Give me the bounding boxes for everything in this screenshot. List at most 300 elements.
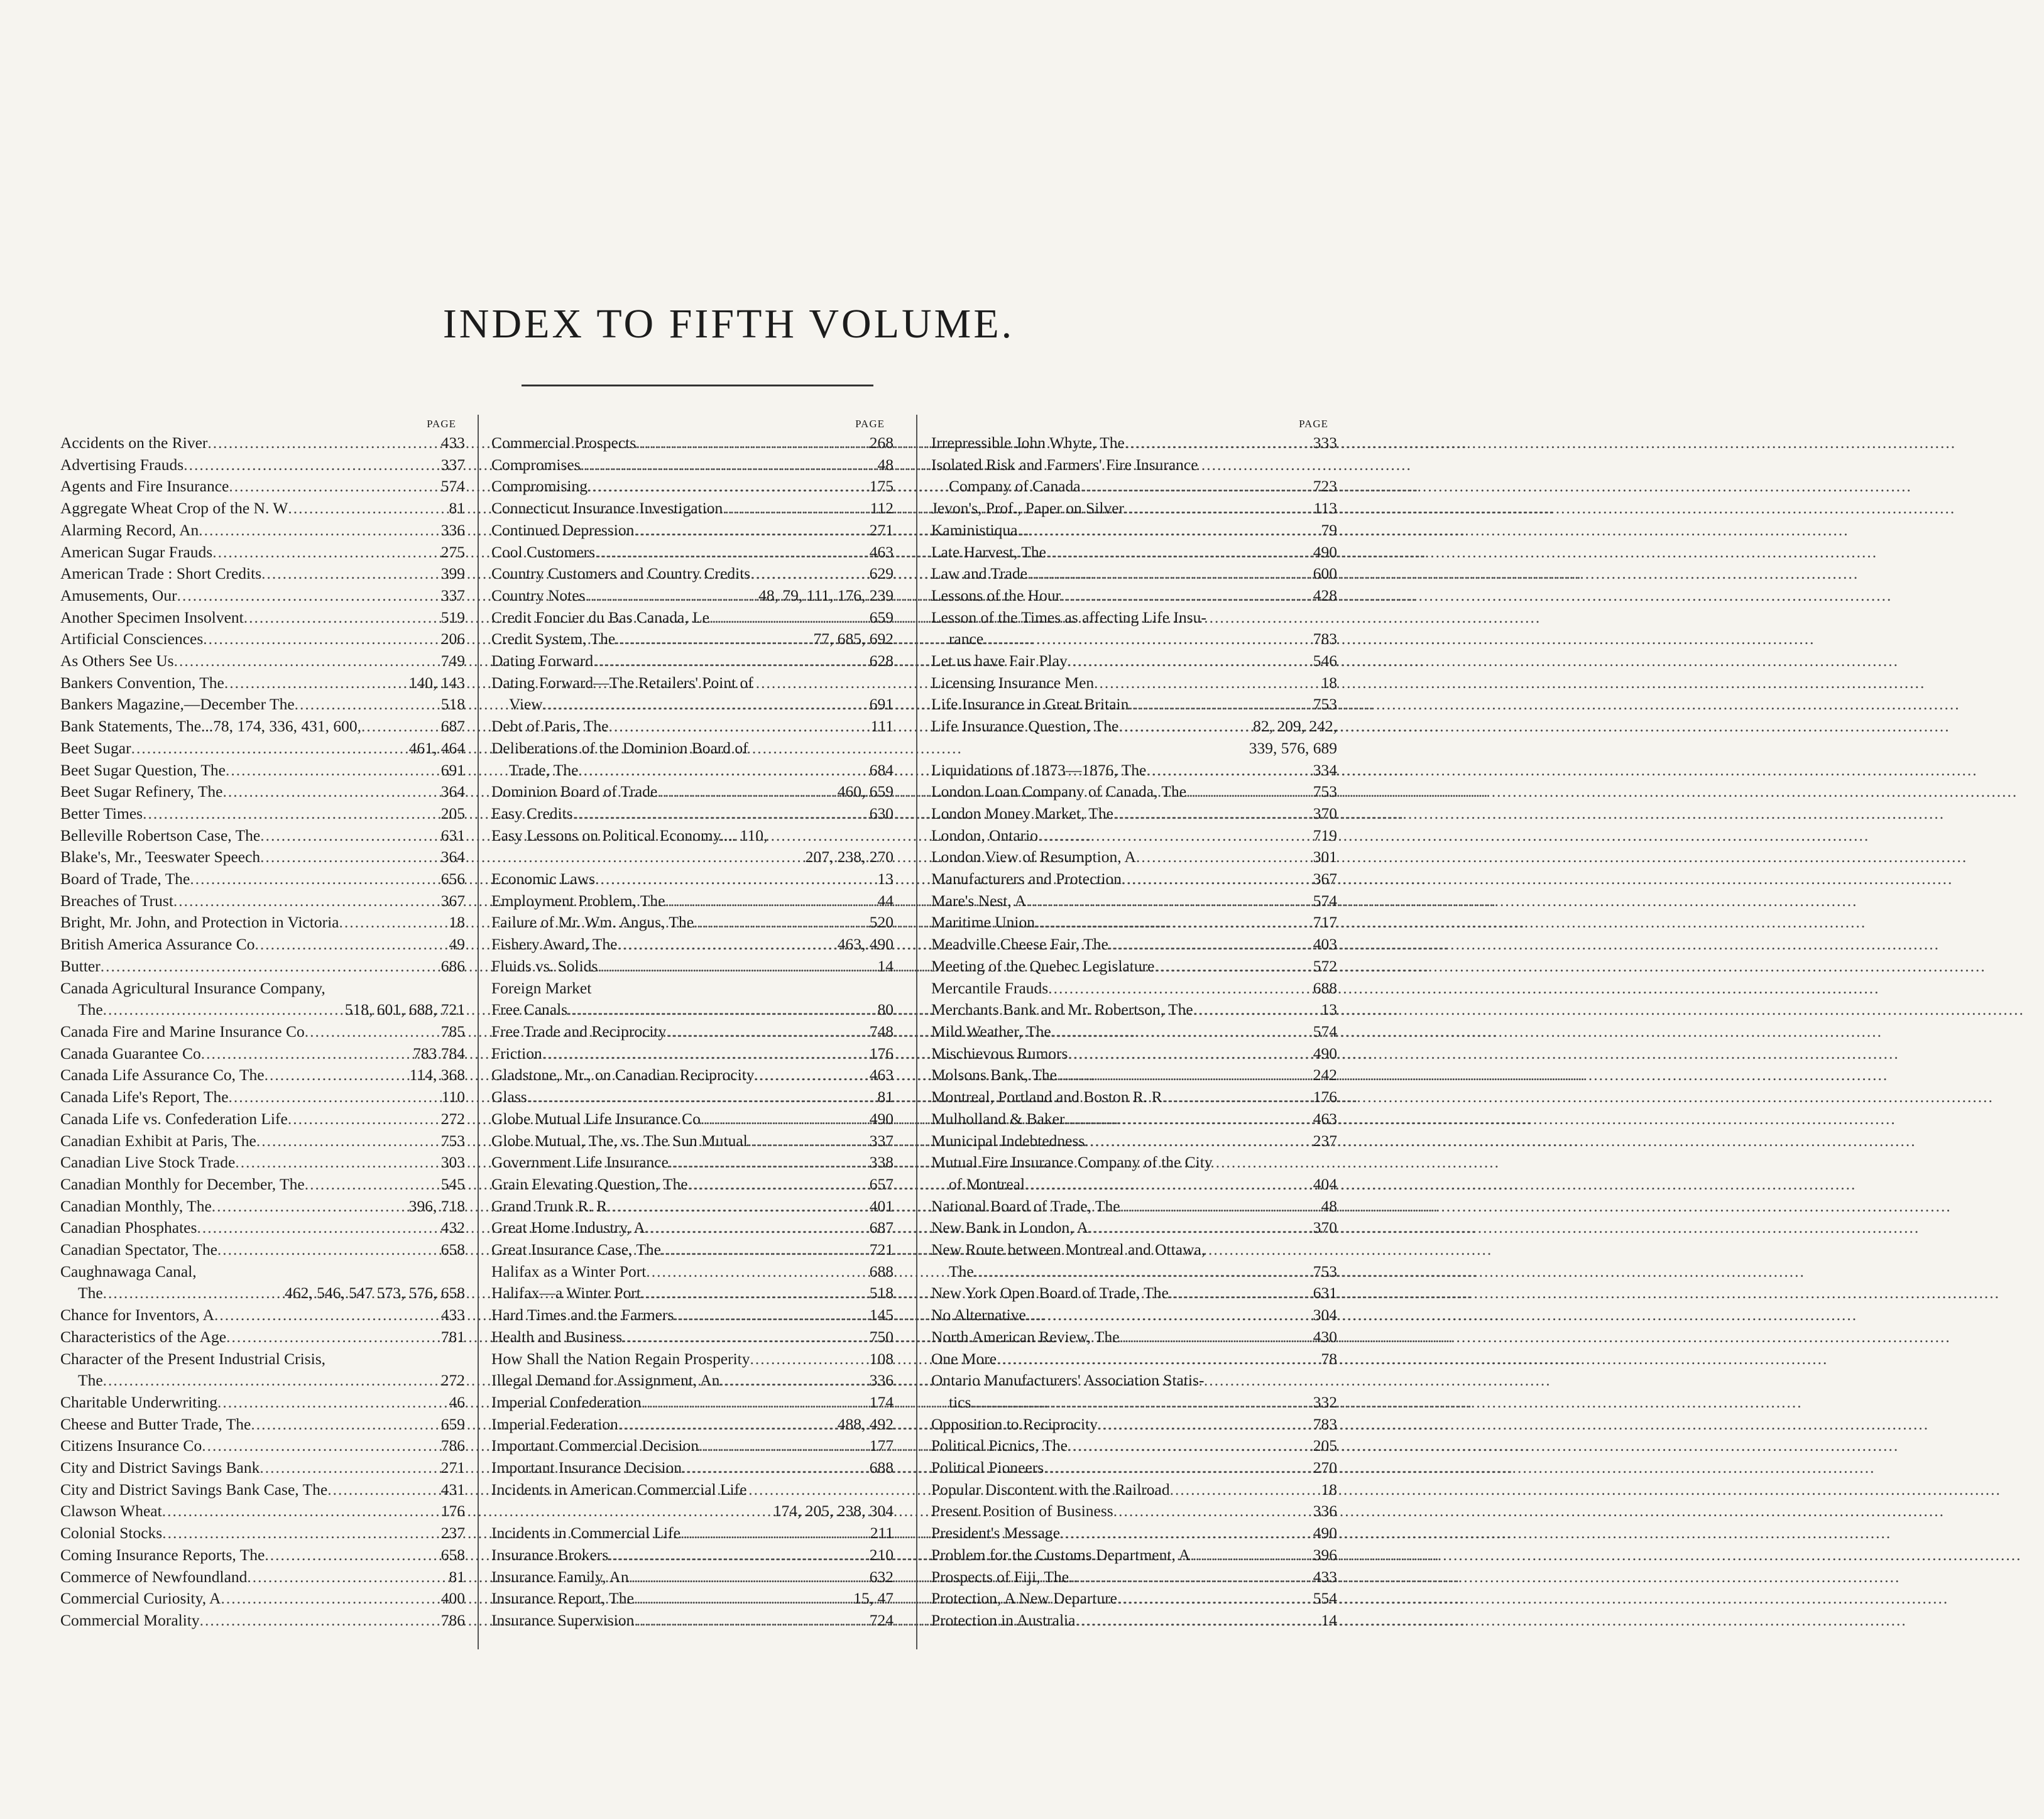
index-entry xyxy=(931,1174,1337,1196)
index-entry xyxy=(60,781,465,803)
entry-pages: 658 xyxy=(440,1240,465,1259)
entry-title: Coming Insurance Reports, The xyxy=(60,1545,265,1564)
entry-pages: 145 xyxy=(869,1306,894,1325)
dot-leader xyxy=(1125,432,1311,454)
dot-leader xyxy=(256,1130,439,1152)
entry-title: View xyxy=(509,695,543,714)
dot-leader xyxy=(642,1392,867,1414)
page-header: PAGE xyxy=(427,418,456,430)
index-entry xyxy=(60,890,465,912)
entry-pages: 337 xyxy=(440,586,465,604)
entry-title: Glass xyxy=(491,1088,527,1106)
entry-title: The xyxy=(949,1262,974,1281)
dot-leader xyxy=(641,1282,867,1304)
dot-leader xyxy=(339,912,447,934)
entry-title: Fluids vs. Solids xyxy=(491,956,598,975)
index-entry xyxy=(931,1457,1337,1479)
index-column-2 xyxy=(491,416,894,1632)
entry-pages: 659 xyxy=(440,1414,465,1433)
index-entry xyxy=(60,1392,465,1414)
entry-title: Canada Life Assurance Co, The xyxy=(60,1066,265,1084)
dot-leader xyxy=(1026,1304,1311,1326)
entry-title: Chance for Inventors, A xyxy=(60,1306,215,1325)
entry-title: Trade, The xyxy=(509,760,579,779)
entry-title: rance xyxy=(949,630,984,648)
entry-title: London Money Market, The xyxy=(931,804,1113,822)
entry-title: Political Pioneers xyxy=(931,1458,1044,1477)
index-entry xyxy=(931,607,1337,629)
dot-leader xyxy=(143,803,439,825)
dot-leader xyxy=(260,1457,438,1479)
entry-title: Beet Sugar Refinery, The xyxy=(60,782,223,801)
dot-leader xyxy=(573,803,867,825)
entry-pages: 272 xyxy=(440,1109,465,1128)
entry-title: Clawson Wheat xyxy=(60,1502,162,1521)
entry-pages: 79 xyxy=(1321,520,1337,539)
entry-pages: 81 xyxy=(877,1088,894,1106)
index-entry xyxy=(491,1479,894,1501)
entry-pages: 724 xyxy=(869,1610,894,1629)
entry-pages: 786 xyxy=(440,1436,465,1455)
entry-pages: 401 xyxy=(869,1196,894,1215)
entry-pages: 574 xyxy=(1313,891,1337,910)
dot-leader xyxy=(103,1370,439,1392)
entry-pages: 631 xyxy=(1313,1284,1337,1303)
entry-title: Canada Agricultural Insurance Company, xyxy=(60,978,325,997)
entry-title: Advertising Frauds xyxy=(60,455,184,474)
entry-pages: 433 xyxy=(440,1306,465,1325)
index-entry xyxy=(491,1174,894,1196)
index-entry xyxy=(931,1196,1337,1218)
entry-title: New York Open Board of Trade, The xyxy=(931,1284,1169,1303)
entry-title: Canadian Phosphates xyxy=(60,1218,197,1237)
entry-title: Amusements, Our xyxy=(60,586,177,604)
entry-pages: 488, 492 xyxy=(837,1414,894,1433)
index-entry xyxy=(931,781,1337,803)
index-entry xyxy=(931,999,1337,1021)
index-entry xyxy=(60,1043,465,1065)
entry-title: Kaministiqua xyxy=(931,520,1018,539)
index-entry xyxy=(60,1348,465,1370)
index-entry xyxy=(60,934,465,956)
index-entry xyxy=(491,1457,894,1479)
entry-pages: 400 xyxy=(440,1589,465,1608)
index-entry xyxy=(491,476,894,498)
dot-leader xyxy=(579,760,867,782)
entry-title: Life Insurance in Great Britain xyxy=(931,695,1129,714)
index-entry xyxy=(931,1392,1337,1414)
entry-title: Incidents in American Commercial Life xyxy=(491,1480,747,1499)
entry-title: Accidents on the River xyxy=(60,434,208,452)
index-column-1 xyxy=(60,416,465,1632)
dot-leader xyxy=(1075,1610,1318,1632)
entry-title: Imperial Federation xyxy=(491,1414,618,1433)
entry-title: Citizens Insurance Co xyxy=(60,1436,202,1455)
entry-pages: 336 xyxy=(869,1371,894,1390)
dot-leader xyxy=(1068,1435,1311,1457)
entry-pages: 112 xyxy=(870,499,894,518)
index-entry xyxy=(60,1522,465,1544)
entry-title: Law and Trade xyxy=(931,564,1027,583)
entry-pages: 463, 490 xyxy=(837,935,894,954)
entry-pages: 210 xyxy=(869,1545,894,1564)
dot-leader xyxy=(190,868,438,890)
dot-leader xyxy=(974,1261,1311,1283)
index-entry xyxy=(931,803,1337,825)
dot-leader xyxy=(983,628,1311,650)
entry-pages: 721 xyxy=(869,1240,894,1259)
entry-pages: 242 xyxy=(1313,1066,1337,1084)
entry-title: Mischievous Rumors xyxy=(931,1044,1068,1062)
index-entry xyxy=(60,1282,465,1304)
dot-leader xyxy=(1108,934,1311,956)
index-entry xyxy=(491,890,894,912)
entry-title: Better Times xyxy=(60,804,143,822)
dot-leader xyxy=(212,1196,407,1218)
index-entry xyxy=(60,1566,465,1588)
dot-leader xyxy=(1120,1196,1319,1218)
entry-pages: 518 xyxy=(869,1284,894,1303)
index-entry xyxy=(60,1130,465,1152)
index-entry xyxy=(931,978,1337,1000)
entry-title: As Others See Us xyxy=(60,652,174,670)
index-entry xyxy=(60,432,465,454)
dot-leader xyxy=(1124,498,1311,520)
dot-leader xyxy=(543,694,867,716)
entry-pages: 750 xyxy=(869,1327,894,1346)
entry-pages: 463 xyxy=(1313,1109,1337,1128)
dot-leader xyxy=(1154,956,1310,978)
index-entry xyxy=(931,1370,1337,1392)
entry-title: The xyxy=(78,1284,103,1303)
dot-leader xyxy=(261,563,439,585)
entry-title: The xyxy=(78,1371,103,1390)
entry-pages: 490 xyxy=(1313,1524,1337,1543)
entry-title: Cool Customers xyxy=(491,542,596,561)
dot-leader xyxy=(202,1435,439,1457)
entry-title: Maritime Union xyxy=(931,913,1036,932)
index-entry xyxy=(491,1588,894,1610)
dot-leader xyxy=(1117,1588,1311,1610)
dot-leader xyxy=(1118,716,1250,738)
entry-title: Let us have Fair Play xyxy=(931,652,1068,670)
index-entry xyxy=(60,1479,465,1501)
entry-title: Important Insurance Decision xyxy=(491,1458,682,1477)
entry-title: National Board of Trade, The xyxy=(931,1196,1120,1215)
entry-pages: 691 xyxy=(869,695,894,714)
entry-title: Health and Business xyxy=(491,1327,623,1346)
index-entry xyxy=(491,934,894,956)
dot-leader xyxy=(585,585,756,607)
index-entry xyxy=(491,1282,894,1304)
entry-title: Protection, A New Departure xyxy=(931,1589,1118,1608)
dot-leader xyxy=(1081,476,1311,498)
dot-leader xyxy=(214,1304,439,1326)
entry-title: Easy Credits xyxy=(491,804,573,822)
index-entry xyxy=(491,1304,894,1326)
entry-pages: 367 xyxy=(440,891,465,910)
dot-leader xyxy=(634,1610,866,1632)
entry-pages: 272 xyxy=(440,1371,465,1390)
dot-leader xyxy=(674,1304,866,1326)
entry-pages: 304 xyxy=(1313,1306,1337,1325)
dot-leader xyxy=(1025,1174,1311,1196)
index-entry xyxy=(931,1414,1337,1436)
entry-title: Popular Discontent with the Railroad xyxy=(931,1480,1170,1499)
entry-pages: 271 xyxy=(869,520,894,539)
dot-leader xyxy=(1169,1282,1311,1304)
index-entry xyxy=(491,585,894,607)
entry-pages: 658 xyxy=(440,1545,465,1564)
index-entry xyxy=(931,760,1337,782)
entry-pages: 336 xyxy=(440,520,465,539)
dot-leader xyxy=(162,1500,439,1522)
entry-pages: 403 xyxy=(1313,935,1337,954)
dot-leader xyxy=(1069,1566,1311,1588)
index-entry xyxy=(491,803,894,825)
index-entry xyxy=(60,1588,465,1610)
index-entry xyxy=(931,563,1337,585)
entry-pages: 632 xyxy=(869,1567,894,1586)
entry-pages: 629 xyxy=(869,564,894,583)
dot-leader xyxy=(1061,585,1311,607)
index-entry xyxy=(60,476,465,498)
entry-title: Connecticut Insurance Investigation xyxy=(491,499,723,518)
dot-leader xyxy=(595,542,867,564)
dot-leader xyxy=(1068,650,1311,672)
entry-title: Belleville Robertson Case, The xyxy=(60,826,261,844)
dot-leader xyxy=(609,716,868,738)
entry-pages: 301 xyxy=(1313,848,1337,866)
index-entry xyxy=(60,846,465,868)
entry-title: Meeting of the Quebec Legislature xyxy=(931,956,1155,975)
dot-leader xyxy=(305,1174,439,1196)
entry-pages: 81 xyxy=(449,499,465,518)
dot-leader xyxy=(265,1544,438,1566)
index-entry xyxy=(491,542,894,564)
entry-pages: 337 xyxy=(440,455,465,474)
entry-pages: 364 xyxy=(440,782,465,801)
entry-pages: 370 xyxy=(1313,804,1337,822)
entry-pages: 367 xyxy=(1313,870,1337,888)
index-entry xyxy=(491,912,894,934)
entry-title: Imperial Confederation xyxy=(491,1392,642,1411)
entry-title: Opposition to Reciprocity xyxy=(931,1414,1098,1433)
entry-title: Breaches of Trust xyxy=(60,891,173,910)
title-rule xyxy=(522,385,873,386)
dot-leader xyxy=(666,1021,866,1043)
entry-title: Important Commercial Decision xyxy=(491,1436,699,1455)
dot-leader xyxy=(1044,1457,1311,1479)
index-list xyxy=(491,432,894,1632)
index-entry xyxy=(931,1610,1337,1632)
dot-leader xyxy=(247,1566,446,1588)
dot-leader xyxy=(1046,542,1311,564)
dot-leader xyxy=(131,738,407,760)
index-entry xyxy=(60,694,465,716)
entry-pages: 113 xyxy=(1313,499,1337,518)
dot-leader xyxy=(1170,1479,1319,1501)
entry-title: Gladstone, Mr., on Canadian Reciprocity xyxy=(491,1066,755,1084)
dot-leader xyxy=(723,498,867,520)
index-entry xyxy=(60,1414,465,1436)
index-entry xyxy=(491,781,894,803)
dot-leader xyxy=(588,476,867,498)
entry-title: Debt of Paris, The xyxy=(491,717,609,736)
entry-pages: 339, 576, 689 xyxy=(1249,738,1337,757)
index-entry xyxy=(491,1043,894,1065)
index-entry xyxy=(60,803,465,825)
entry-title: Commercial Curiosity, A xyxy=(60,1589,221,1608)
entry-pages: 396 xyxy=(1313,1545,1337,1564)
entry-title: Municipal Indebtedness xyxy=(931,1131,1085,1150)
entry-pages: 15, 47 xyxy=(853,1589,894,1608)
dot-leader xyxy=(608,1544,867,1566)
entry-title: Grain Elevating Question, The xyxy=(491,1174,688,1193)
entry-pages: 781 xyxy=(440,1327,465,1346)
entry-pages: 338 xyxy=(869,1153,894,1172)
dot-leader xyxy=(661,1239,867,1261)
entry-title: Montreal, Portland and Boston R. R xyxy=(931,1088,1162,1106)
index-entry xyxy=(931,890,1337,912)
dot-leader xyxy=(699,1435,867,1457)
index-entry xyxy=(931,628,1337,650)
dot-leader xyxy=(1136,846,1311,868)
entry-pages: 78 xyxy=(1321,1349,1337,1368)
entry-pages: 333 xyxy=(1313,434,1337,452)
dot-leader xyxy=(1129,694,1310,716)
index-entry xyxy=(491,672,894,694)
index-entry xyxy=(60,1457,465,1479)
index-entry xyxy=(60,1196,465,1218)
dot-leader xyxy=(177,585,439,607)
index-entry xyxy=(60,1261,465,1283)
entry-title: The xyxy=(78,1000,103,1019)
entry-title: Cheese and Butter Trade, The xyxy=(60,1414,251,1433)
entry-title: New Route between Montreal and Ottawa, xyxy=(931,1240,1206,1259)
dot-leader xyxy=(636,432,867,454)
dot-leader xyxy=(229,476,438,498)
dot-leader xyxy=(669,1152,867,1174)
index-entry xyxy=(931,454,1337,476)
dot-leader xyxy=(622,1326,867,1348)
index-entry xyxy=(60,585,465,607)
entry-pages: 749 xyxy=(440,652,465,670)
entry-title: Compromising xyxy=(491,477,588,496)
entry-title: Incidents in Commercial Life xyxy=(491,1524,680,1543)
entry-title: Problem for the Customs Department, A xyxy=(931,1545,1191,1564)
index-entry xyxy=(931,1435,1337,1457)
dot-leader xyxy=(1098,1414,1311,1436)
dot-leader xyxy=(235,1152,438,1174)
entry-pages: 783 xyxy=(1313,1414,1337,1433)
index-entry xyxy=(60,825,465,847)
entry-title: American Sugar Frauds xyxy=(60,542,213,561)
dot-leader xyxy=(709,607,867,629)
dot-leader xyxy=(634,520,866,542)
index-entry xyxy=(491,825,894,847)
dot-leader xyxy=(719,1370,866,1392)
index-entry xyxy=(931,1544,1337,1566)
index-entry xyxy=(491,628,894,650)
index-entry xyxy=(491,432,894,454)
index-entry xyxy=(931,1239,1337,1261)
index-entry xyxy=(931,1064,1337,1086)
dot-leader xyxy=(1026,890,1311,912)
entry-title: Blake's, Mr., Teeswater Speech xyxy=(60,848,261,866)
entry-title: Insurance Supervision xyxy=(491,1610,635,1629)
entry-title: London View of Resumption, A xyxy=(931,848,1136,866)
entry-pages: 657 xyxy=(869,1174,894,1193)
entry-title: Credit Foncier du Bas Canada, Le xyxy=(491,608,709,626)
entry-pages: 175 xyxy=(869,477,894,496)
entry-title: Licensing Insurance Men xyxy=(931,673,1095,692)
entry-pages: 717 xyxy=(1313,913,1337,932)
entry-pages: 461, 464 xyxy=(408,738,465,757)
index-entry xyxy=(491,1239,894,1261)
index-column-3 xyxy=(931,416,1337,1632)
entry-pages: 211 xyxy=(870,1524,894,1543)
entry-title: Deliberations of the Dominion Board of xyxy=(491,738,748,757)
entry-pages: 48 xyxy=(1321,1196,1337,1215)
entry-pages: 462, 546, 547 573, 576, 658 xyxy=(285,1284,465,1303)
entry-title: Halifax as a Winter Port xyxy=(491,1262,647,1281)
entry-pages: 332 xyxy=(1313,1392,1337,1411)
index-entry xyxy=(491,498,894,520)
entry-pages: 14 xyxy=(877,956,894,975)
dot-leader xyxy=(361,716,439,738)
index-entry xyxy=(491,978,894,1000)
entry-pages: 572 xyxy=(1313,956,1337,975)
entry-pages: 719 xyxy=(1313,826,1337,844)
entry-pages: 275 xyxy=(440,542,465,561)
entry-pages: 783 xyxy=(1313,630,1337,648)
entry-pages: 600 xyxy=(1313,564,1337,583)
entry-title: Fishery Award, The xyxy=(491,935,618,954)
entry-pages: 174 xyxy=(869,1392,894,1411)
index-entry xyxy=(491,1326,894,1348)
index-entry xyxy=(931,846,1337,868)
entry-pages: 176 xyxy=(1313,1088,1337,1106)
entry-title: Friction xyxy=(491,1044,542,1062)
dot-leader xyxy=(265,1064,407,1086)
dot-leader xyxy=(260,825,439,847)
entry-title: Butter xyxy=(60,956,101,975)
dot-leader xyxy=(607,1196,867,1218)
entry-pages: 205 xyxy=(440,804,465,822)
index-entry xyxy=(491,1544,894,1566)
dot-leader xyxy=(288,1108,439,1130)
entry-pages: 753 xyxy=(1313,782,1337,801)
dot-leader xyxy=(1193,999,1319,1021)
entry-pages: 364 xyxy=(440,848,465,866)
entry-pages: 631 xyxy=(440,826,465,844)
dot-leader xyxy=(1068,1043,1310,1065)
index-entry xyxy=(60,1435,465,1457)
entry-title: How Shall the Nation Regain Prosperity xyxy=(491,1349,750,1368)
entry-title: Country Notes xyxy=(491,586,586,604)
entry-pages: 688 xyxy=(1313,978,1337,997)
entry-pages: 687 xyxy=(869,1218,894,1237)
entry-pages: 268 xyxy=(869,434,894,452)
dot-leader xyxy=(174,650,439,672)
index-entry xyxy=(60,1174,465,1196)
dot-leader xyxy=(682,1457,867,1479)
entry-title: Mercantile Frauds xyxy=(931,978,1049,997)
dot-leader xyxy=(755,1064,867,1086)
dot-leader xyxy=(593,650,867,672)
entry-title: Beet Sugar Question, The xyxy=(60,760,226,779)
